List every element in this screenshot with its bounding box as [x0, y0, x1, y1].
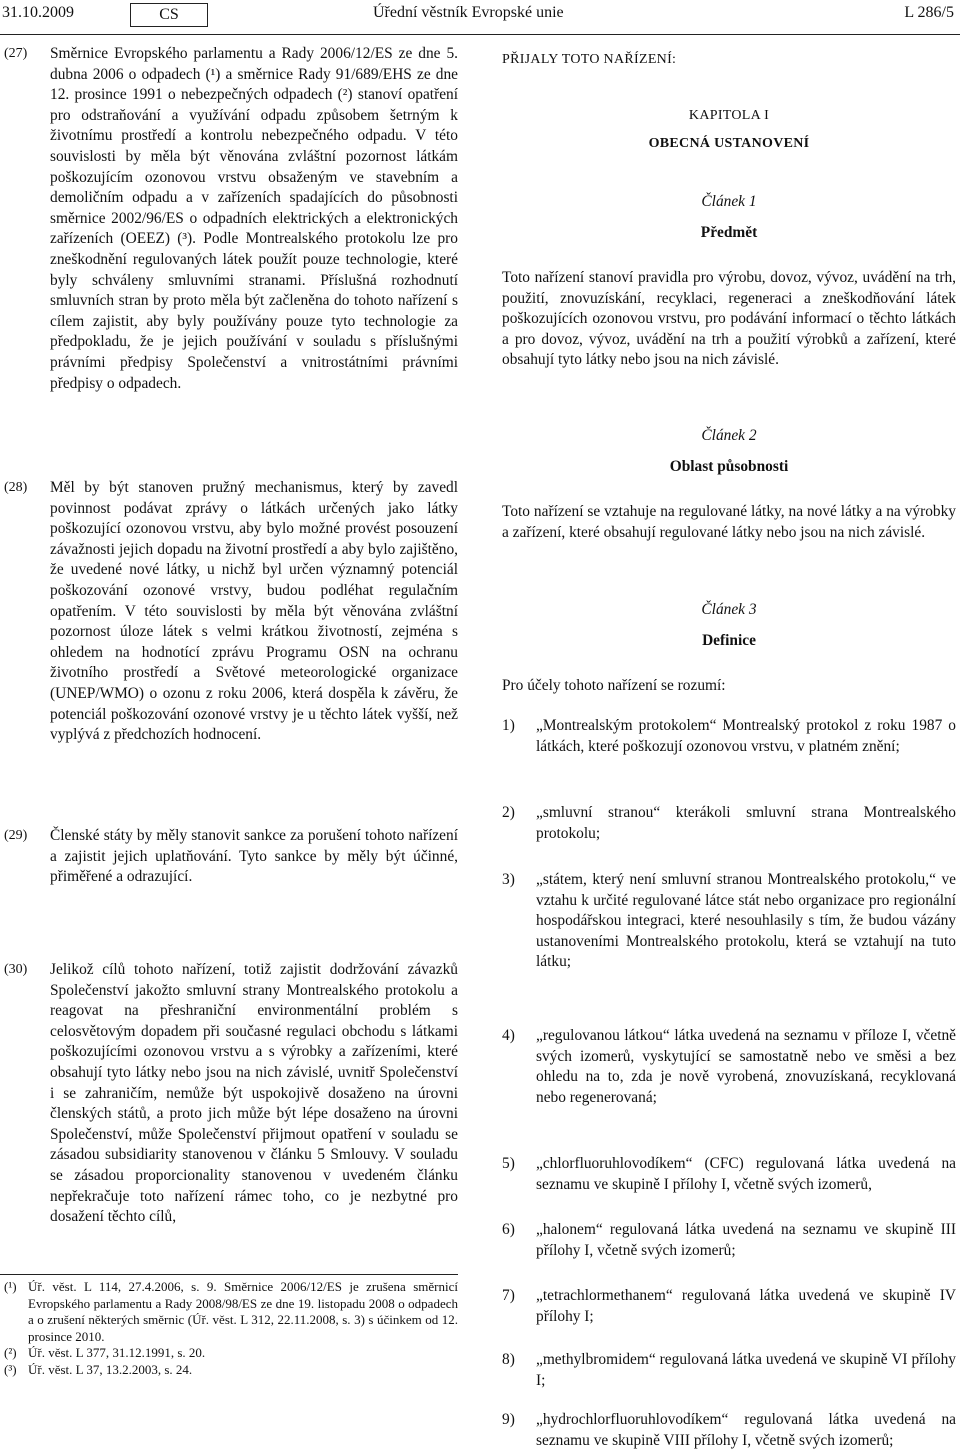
footnote-text: Úř. věst. L 37, 13.2.2003, s. 24.	[28, 1361, 193, 1377]
definition-text: „methylbromidem“ regulovaná látka uvedená ve skupině VI přílohy I;	[536, 1351, 956, 1389]
language-box: CS	[130, 3, 208, 27]
page-number: L 286/5	[904, 4, 954, 21]
recital-29	[0, 826, 458, 888]
article-2-number: Článek 2	[701, 427, 757, 444]
definition-text: „regulovanou látkou“ látka uvedená na seznamu v příloze I, včetně svých izomerů, vyskytující se samostatně nebo ve směsi a bez ohledu na to, zda je nově vyrobená, znovuzískaná, recyklovaná nebo regenerovaná;	[536, 1027, 956, 1106]
definition-item	[502, 1286, 956, 1327]
article-1-body	[502, 268, 956, 371]
definition-item	[502, 803, 956, 844]
definition-item	[502, 716, 956, 757]
footnote-mark: (³)	[4, 1361, 17, 1377]
definition-number: 9)	[502, 1411, 515, 1428]
header-date: 31.10.2009	[2, 4, 74, 21]
article-2-title: Oblast působnosti	[669, 458, 789, 475]
definition-text: „státem, který není smluvní stranou Montrealského protokolu,“ ve vztahu k určité regulované látce stát nebo organizace pro regionální hospodářskou integraci, které nesouhlasily s tím, že budou vázány ustanoveními Montrealského protokolu, která se vztahují na tuto látku;	[536, 871, 956, 971]
footnote-mark: (¹)	[4, 1279, 17, 1294]
definition-item	[502, 870, 956, 973]
definition-number: 5)	[502, 1155, 515, 1172]
journal-title: Úřední věstník Evropské unie	[373, 4, 564, 21]
definition-text: „halonem“ regulovaná látka uvedená na seznamu ve skupině III přílohy I, včetně svých izomerů;	[536, 1221, 956, 1259]
recital-30	[0, 960, 458, 1228]
definition-number: 8)	[502, 1351, 515, 1368]
definition-item	[502, 1154, 956, 1195]
article-1-number: Článek 1	[701, 193, 757, 210]
footnote-1	[0, 1279, 458, 1345]
recital-text: Jelikož cílů tohoto nařízení, totiž zajistit dodržování závazků Společenství jakožto smluvní strany Montrealského protokolu a reagovat na přeshraniční environmentální problém s celosvětovým dopadem při současné regulaci obchodu s látkami poškozujícími ozonovou vrstvu a s výrobky a zařízeními, které obsahují tyto látky nebo jsou na nich závislé, uvnitř Společenství i se zahraničím, nemůže být uspokojivě dosaženo na úrovni členských států, a proto jich může být lépe dosaženo na úrovni Společenství, může Společenství přijmout opatření v souladu se zásadou subsidiarity stanovenou v článku 5 Smlouvy. V souladu se zásadou proporcionality stanovenou v uvedeném článku nepřekračuje toto nařízení rámec toho, co je nezbytné pro dosažení těchto cílů,	[50, 961, 458, 1226]
article-3-text: Pro účely tohoto nařízení se rozumí:	[502, 677, 726, 694]
definition-number: 3)	[502, 871, 515, 888]
footnote-text: Úř. věst. L 114, 27.4.2006, s. 9. Směrnice 2006/12/ES je zrušena směrnicí Evropského parlamentu a Rady 2008/98/ES ze dne 19. listopadu 2008 o odpadech a o zrušení některých směrnic (Úř. věst. L 312, 22.11.2008, s. 3) s účinkem od 12. prosince 2010.	[28, 1279, 458, 1344]
definition-text: „hydrochlorfluoruhlovodíkem“ regulovaná látka uvedená na seznamu ve skupině VIII přílohy I, včetně svých izomerů;	[536, 1411, 956, 1449]
definition-number: 2)	[502, 804, 515, 821]
footnote-2	[0, 1345, 458, 1362]
recital-text: Členské státy by měly stanovit sankce za porušení tohoto nařízení a zajistit jejich uplatňování. Tyto sankce by měly být účinné, přiměřené a odrazující.	[50, 827, 458, 886]
definition-item	[502, 1350, 956, 1391]
footnote-text: Úř. věst. L 377, 31.12.1991, s. 20.	[28, 1345, 206, 1360]
page-header	[0, 0, 960, 35]
footnote-mark: (²)	[4, 1345, 17, 1360]
definition-text: „smluvní stranou“ kterákoli smluvní strana Montrealského protokolu;	[536, 804, 956, 842]
chapter-number: KAPITOLA I	[688, 108, 770, 123]
definition-number: 1)	[502, 717, 515, 734]
recital-text: Měl by být stanoven pružný mechanismus, který by zavedl povinnost podávat zprávy o látkách určených jako látky poškozující ozonovou vrstvu, aby bylo možné provést posouzení závažnosti jejich dopadu na životní prostředí a aby bylo zajištěno, že uvedené nové látky, u nichž byl určen významný potenciál poškozování ozonové vrstvy, budou podléhat regulačním opatřením. V této souvislosti by měla být věnována zvláštní pozornost úloze látek s velmi krátkou životností, zejména s ohledem na hodnotící zprávu Programu OSN na ochranu životního prostředí a Světové meteorologické organizace (UNEP/WMO) o ozonu z roku 2006, která dospěla k závěru, že potenciál poškozování ozonové vrstvy je u těchto látek vyšší, než vyplývá z předchozích hodnocení.	[50, 479, 458, 744]
definition-number: 6)	[502, 1221, 515, 1238]
definition-item	[502, 1026, 956, 1108]
definition-number: 7)	[502, 1287, 515, 1304]
recital-number: (30)	[4, 962, 28, 977]
article-2-body	[502, 502, 956, 543]
definition-text: „tetrachlormethanem“ regulovaná látka uvedená ve skupině IV přílohy I;	[536, 1287, 956, 1325]
article-1-title: Předmět	[700, 224, 758, 241]
recital-27	[0, 44, 458, 394]
article-1-text: Toto nařízení stanoví pravidla pro výrobu, dovoz, vývoz, uvádění na trh, použití, znovuzískání, recyklaci, regeneraci a zneškodňování látek poškozujících ozonovou vrstvu, pro podávání informací o těchto látkách a pro dovoz, vývoz, uvádění na trh a použití výrobků a zařízení, které obsahují tyto látky nebo jsou na nich závislé.	[502, 269, 956, 369]
recital-number: (27)	[4, 46, 28, 61]
enacting-formula: PŘIJALY TOTO NAŘÍZENÍ:	[502, 52, 677, 67]
definition-item	[502, 1410, 956, 1451]
footnotes	[0, 1274, 458, 1378]
chapter-title: OBECNÁ USTANOVENÍ	[648, 136, 810, 151]
definition-text: „chlorfluoruhlovodíkem“ (CFC) regulovaná látka uvedená na seznamu ve skupině I přílohy I, včetně svých izomerů,	[536, 1155, 956, 1193]
recital-28	[0, 478, 458, 746]
article-3-number: Článek 3	[701, 601, 757, 618]
article-2-text: Toto nařízení se vztahuje na regulované látky, na nové látky a na výrobky a zařízení, které obsahují regulované látky nebo jsou na nich závislé.	[502, 503, 956, 541]
recital-number: (28)	[4, 480, 28, 495]
article-3-body	[502, 676, 956, 697]
article-3-title: Definice	[702, 632, 756, 649]
definition-number: 4)	[502, 1027, 515, 1044]
recital-number: (29)	[4, 828, 28, 843]
footnote-3	[0, 1362, 458, 1379]
definition-text: „Montrealským protokolem“ Montrealský protokol z roku 1987 o látkách, které poškozují ozonovou vrstvu, v platném znění;	[536, 717, 956, 755]
recital-text: Směrnice Evropského parlamentu a Rady 2006/12/ES ze dne 5. dubna 2006 o odpadech (¹) a směrnice Rady 91/689/EHS ze dne 12. prosince 1991 o nebezpečných odpadech (²) stanoví opatření pro odstraňování a využívání odpadu způsobem šetrným k životnímu prostředí a kontrolu nebezpečného odpadu. V této souvislosti by měla být věnována zvláštní pozornost látkám poškozujícím ozonovou vrstvu obsaženým ve stavebním a demoličním odpadu a v zařízeních spadajících do působnosti směrnice 2002/96/ES o odpadních elektrických a elektronických zařízeních (OEEZ) (³). Podle Montrealského protokolu lze pro zneškodnění regulovaných látek použít pouze technologie, které byly schváleny smluvními stranami. Příslušná rozhodnutí smluvních stran by proto měla být začleněna do tohoto nařízení s cílem zajistit, aby byly používány pouze tyto technologie za předpokladu, že je jejich používání v souladu s příslušnými právními předpisy Společenství a vnitrostátními právními předpisy o odpadech.	[50, 45, 458, 392]
definition-item	[502, 1220, 956, 1261]
